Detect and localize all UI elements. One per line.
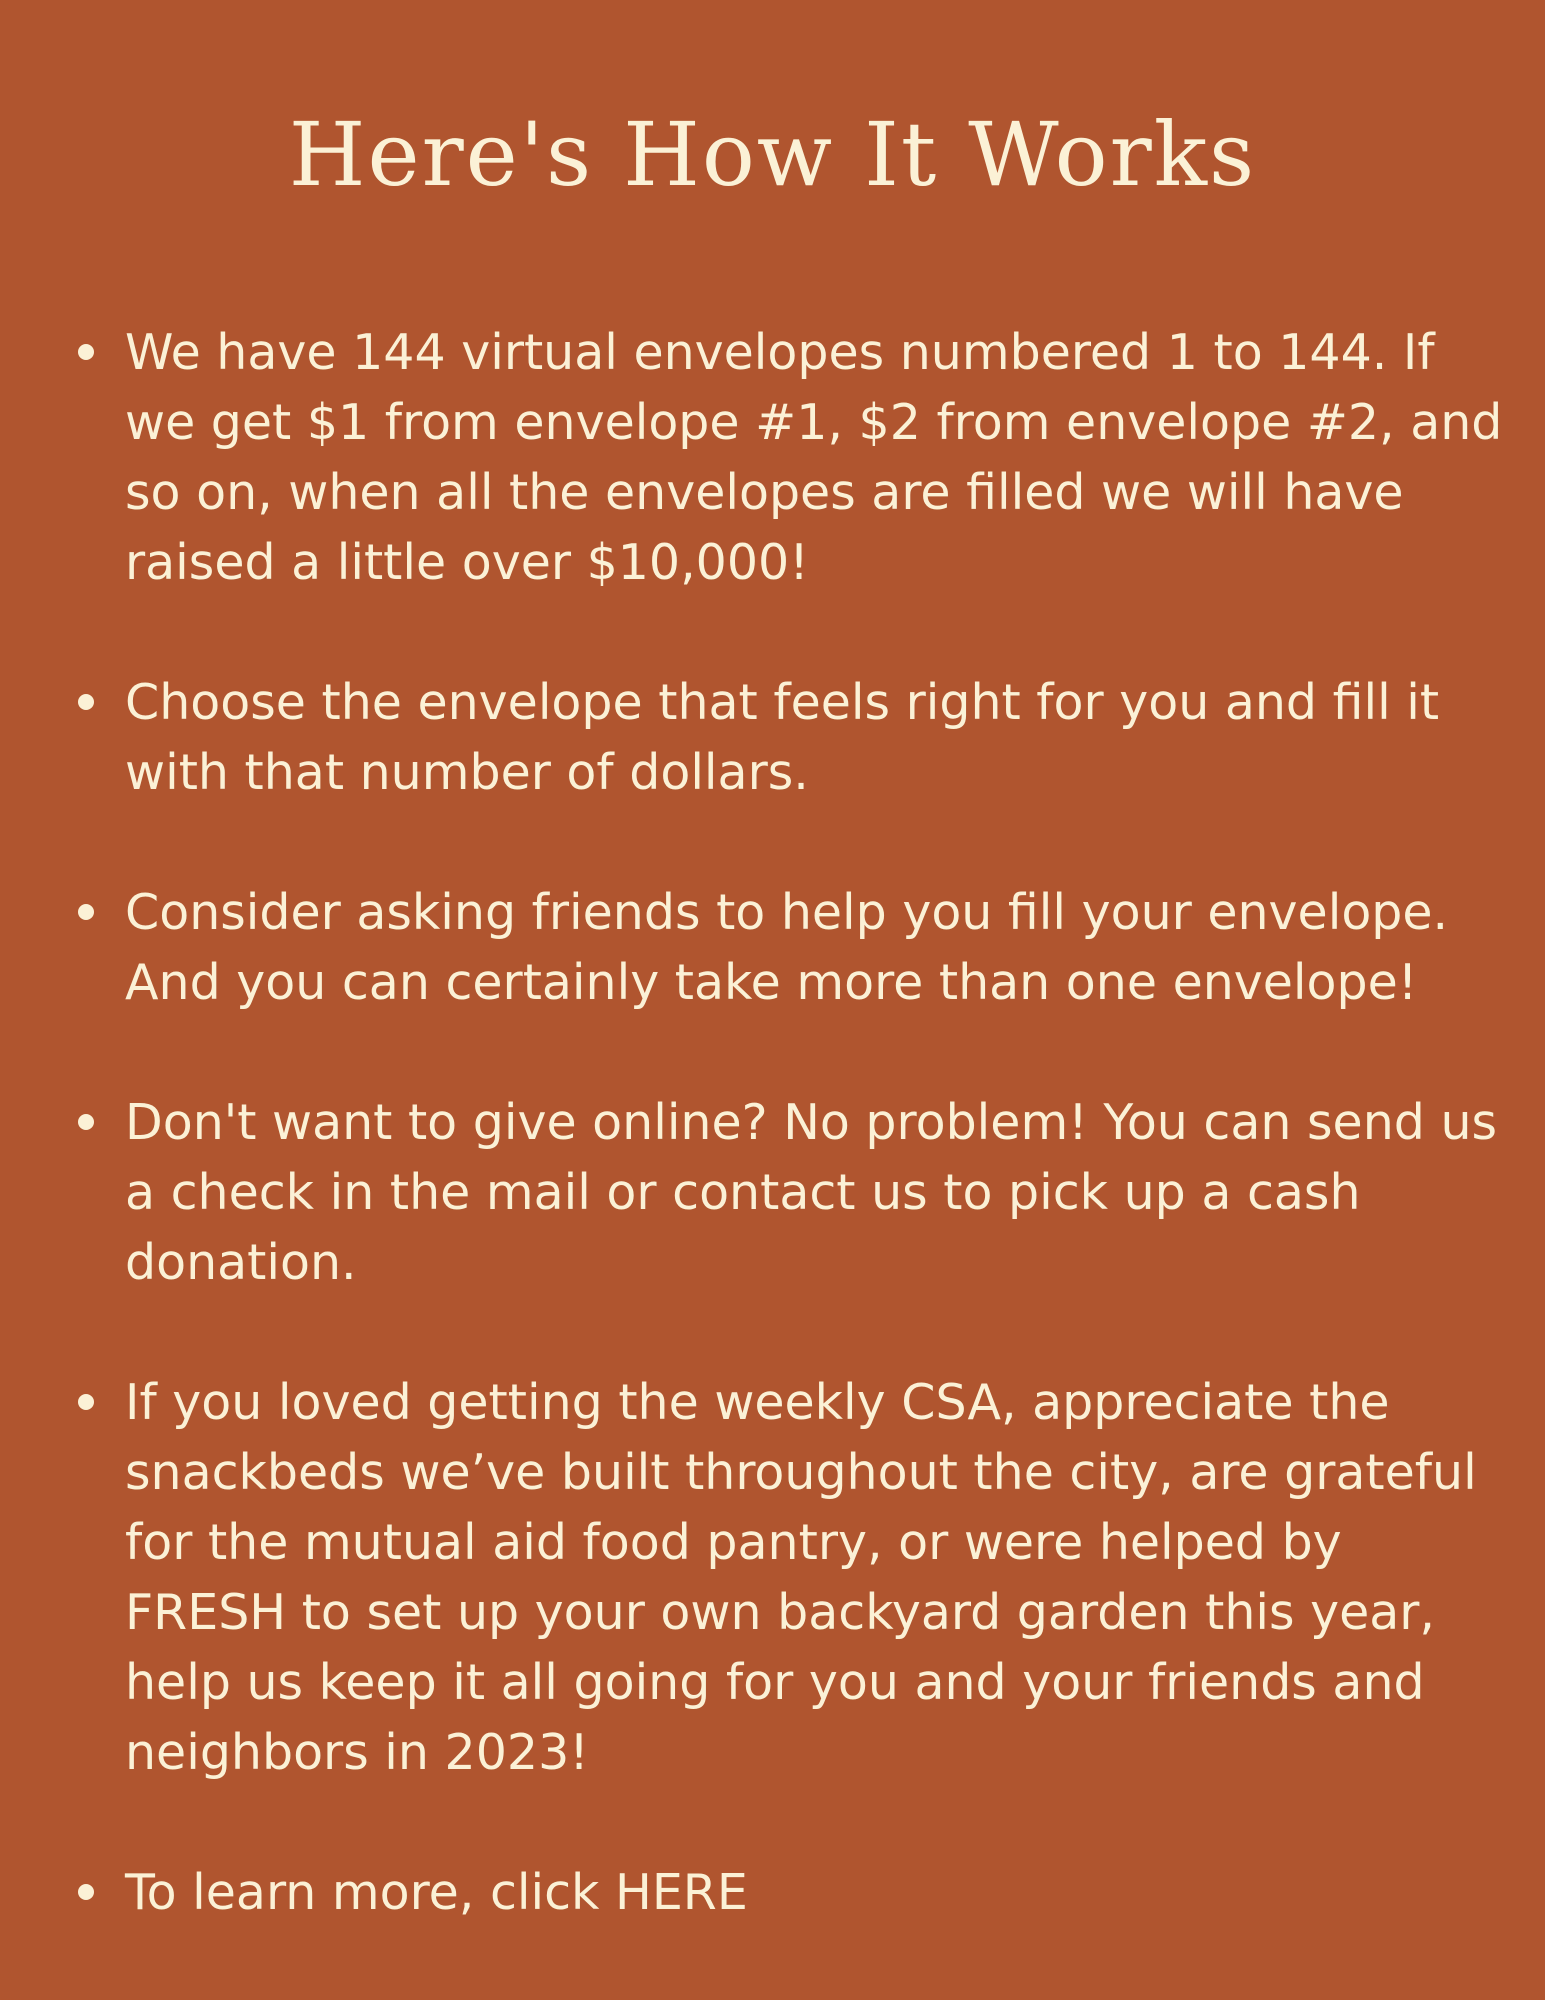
list-item-choose-envelope bbox=[125, 668, 1515, 808]
list-item-text: Don't want to give online? No problem! You can send us a check in the mail or contact us to pick up a cash donation. bbox=[125, 1094, 1498, 1291]
bullet-icon bbox=[78, 1884, 94, 1900]
list-item-programs bbox=[125, 1368, 1515, 1788]
bullet-icon bbox=[78, 1114, 94, 1130]
list-item-offline-giving bbox=[125, 1088, 1515, 1298]
list-item-learn-more[interactable] bbox=[125, 1858, 1515, 1928]
learn-more-link[interactable]: To learn more, click HERE bbox=[125, 1864, 748, 1921]
list-item-text: If you loved getting the weekly CSA, appreciate the snackbeds we’ve built throughout the city, are grateful for the mutual aid food pantry, or were helped by FRESH to set up your own backyard garden this year, help us keep it all going for you and your friends and neighbors in 2023! bbox=[125, 1374, 1477, 1781]
bullet-icon bbox=[78, 904, 94, 920]
list-item-text: Consider asking friends to help you fill your envelope. And you can certainly take more than one envelope! bbox=[125, 884, 1449, 1011]
list-item-text: We have 144 virtual envelopes numbered 1 to 144. If we get $1 from envelope #1, $2 from envelope #2, and so on, when all the envelopes are filled we will have raised a little over $10,000! bbox=[125, 324, 1503, 591]
bullet-icon bbox=[78, 694, 94, 710]
list-item-ask-friends bbox=[125, 878, 1515, 1018]
bullet-icon bbox=[78, 1394, 94, 1410]
page-title: Here's How It Works bbox=[288, 103, 1257, 206]
list-item-text: Choose the envelope that feels right for you and fill it with that number of dollars. bbox=[125, 674, 1440, 801]
list-item-envelopes bbox=[125, 318, 1515, 598]
bullet-icon bbox=[78, 344, 94, 360]
